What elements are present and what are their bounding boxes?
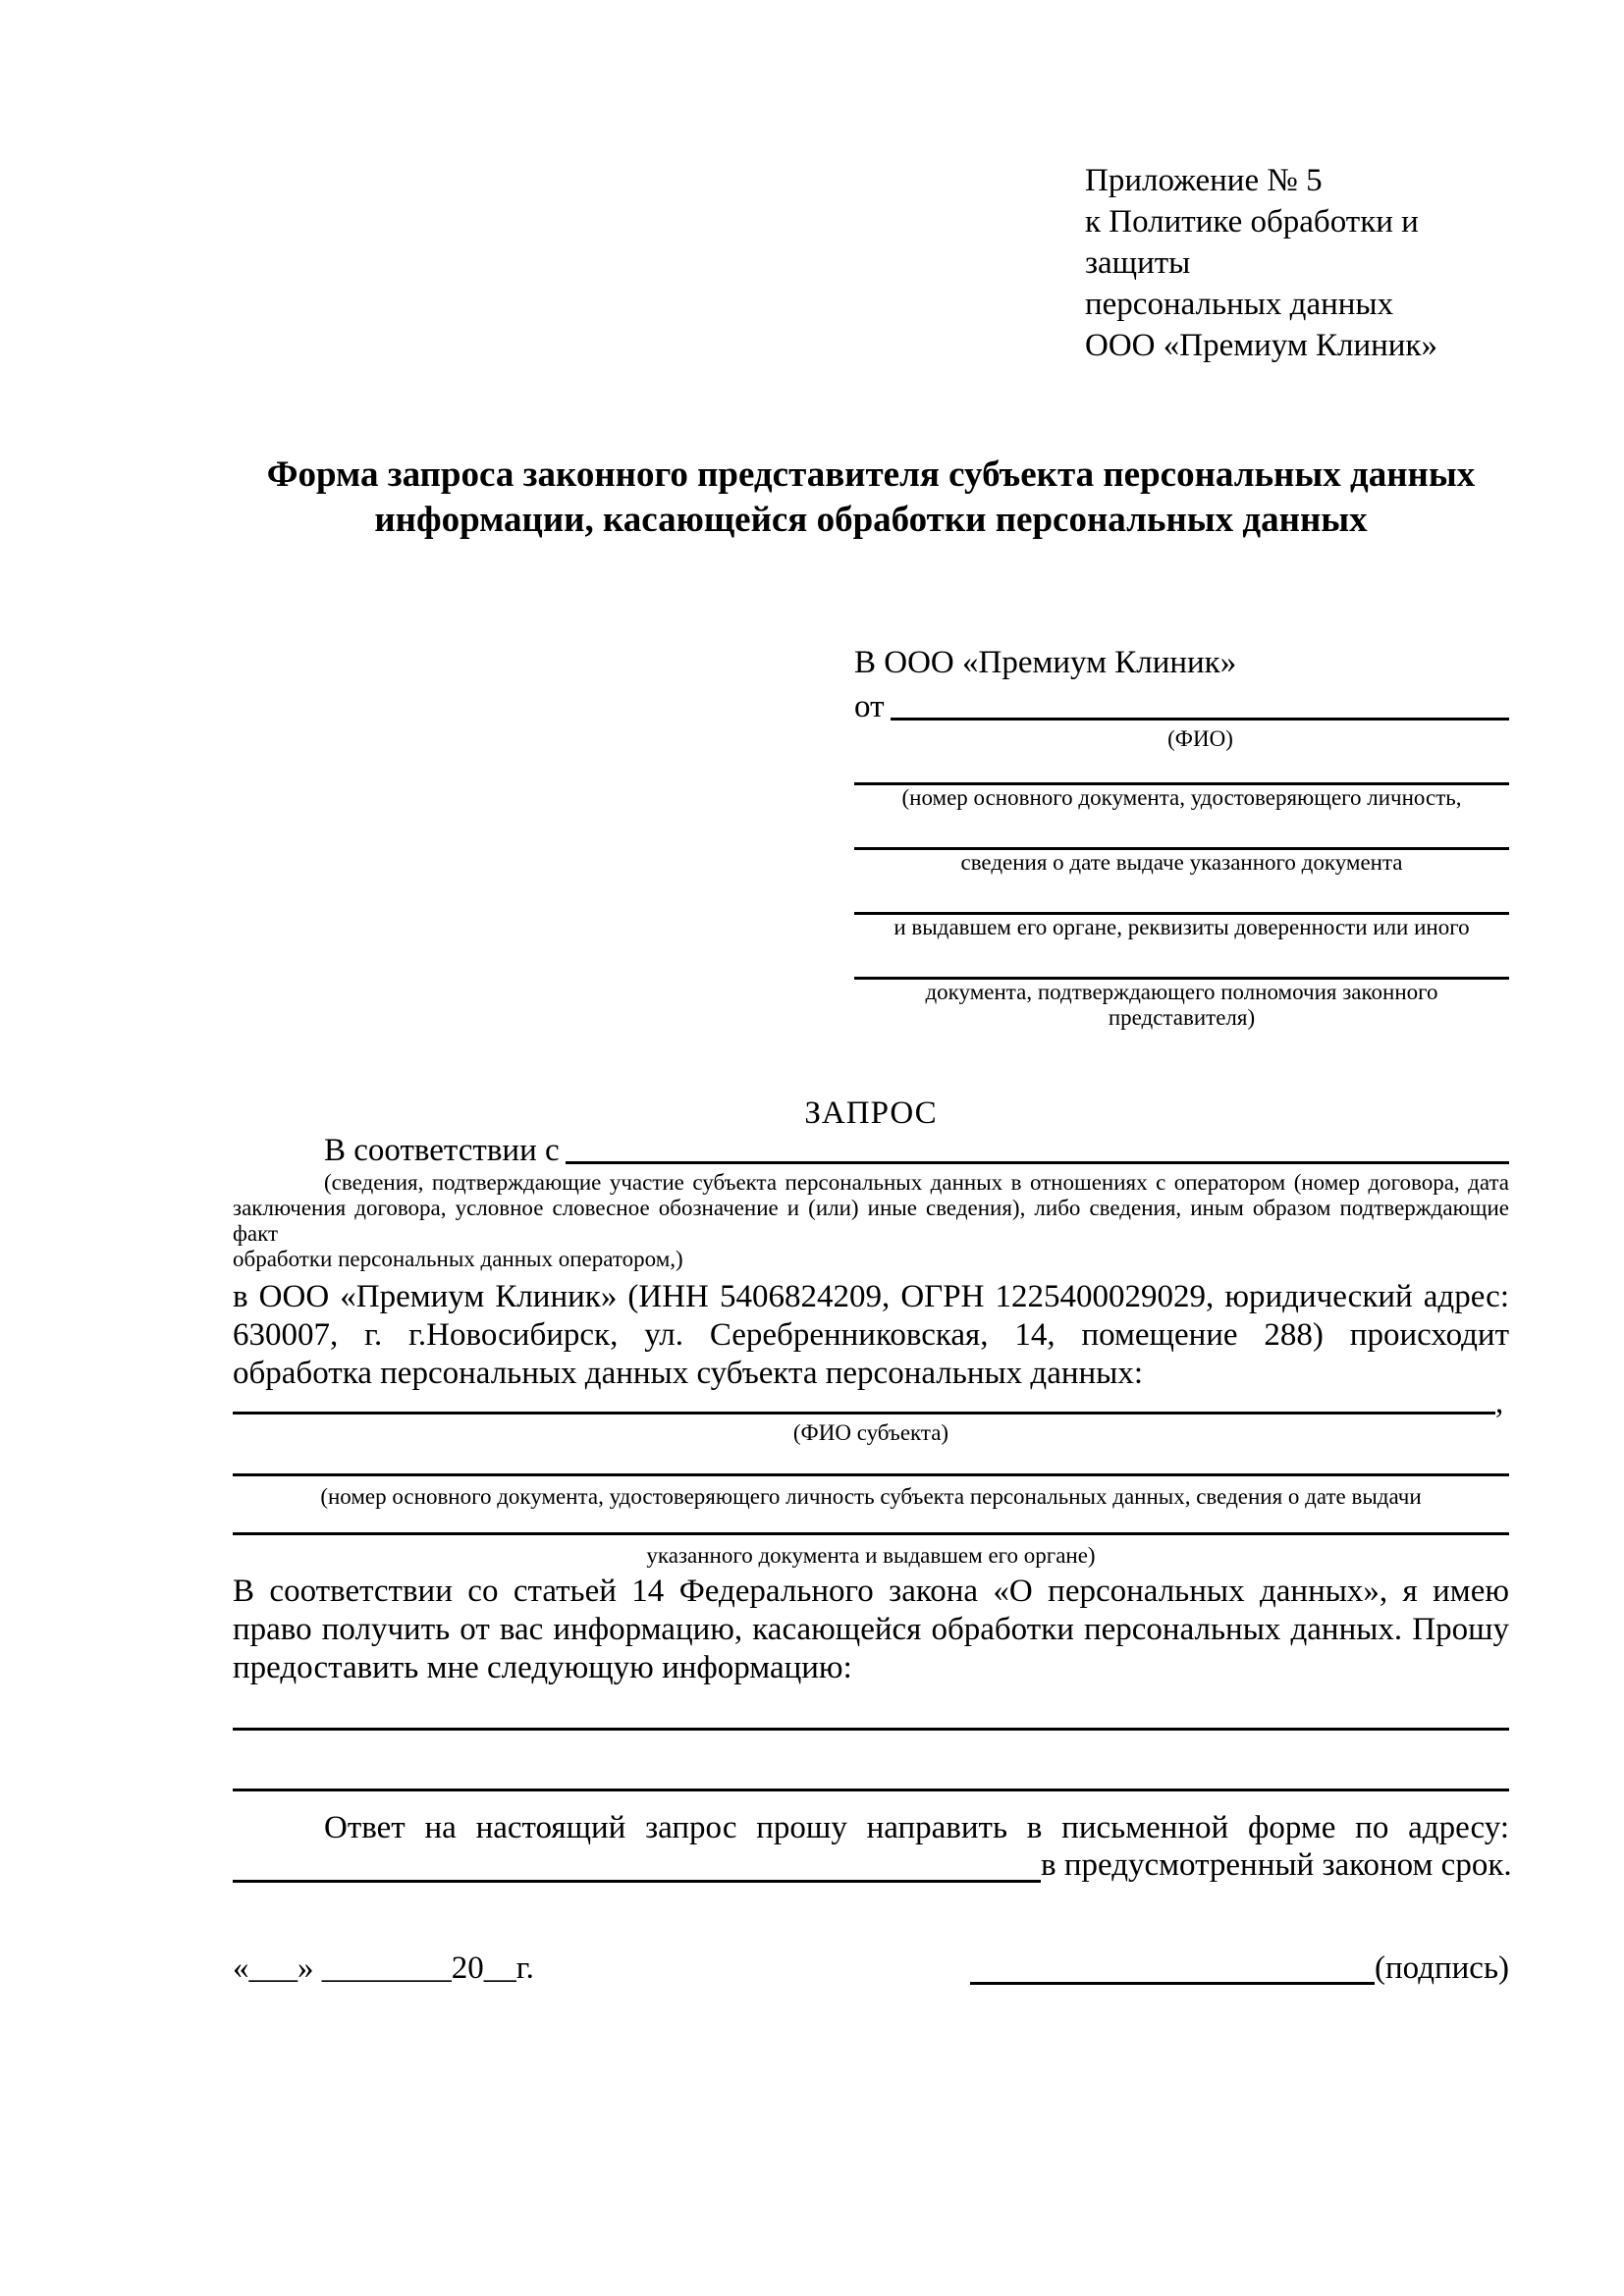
document-title xyxy=(233,453,1509,543)
reply-address-blank-field xyxy=(233,1850,1041,1883)
operator-paragraph-line: обработка персональных данных субъекта персональных данных: xyxy=(233,1356,1143,1391)
appendix-reference-block xyxy=(1085,160,1509,366)
document-number-blank-field xyxy=(854,752,1509,785)
basis-caption-line: (сведения, подтверждающие участие субъекта персональных данных в отношениях с оператором (номер договора, дата xyxy=(324,1170,1509,1195)
authority-document-caption: документа, подтверждающего полномочия законного представителя) xyxy=(925,980,1438,1030)
signature-blank-field xyxy=(970,1954,1375,1985)
signature-caption: (подпись) xyxy=(1375,1950,1509,1986)
policy-reference-line: персональных данных xyxy=(1085,287,1394,322)
law-paragraph-line: В соответствии со статьей 14 Федерального закона «О персональных данных», я имею xyxy=(233,1574,1509,1609)
addressee-block xyxy=(854,643,1509,1031)
subject-fio-blank-field xyxy=(233,1394,1495,1415)
basis-field-row xyxy=(233,1133,1509,1168)
law-paragraph xyxy=(233,1573,1509,1687)
organization-name: ООО «Премиум Клиник» xyxy=(1085,328,1437,363)
information-blank-field xyxy=(233,1728,1509,1731)
subject-document-blank-field xyxy=(233,1532,1509,1535)
basis-caption xyxy=(233,1170,1509,1272)
operator-paragraph xyxy=(233,1278,1509,1393)
operator-paragraph-line: в ООО «Премиум Клиник» (ИНН 5406824209, ОГРН 1225400029029, юридический адрес: xyxy=(233,1279,1509,1314)
issuing-authority-caption: и выдавшем его органе, реквизиты доверенности или иного xyxy=(893,915,1470,939)
date-signature-row xyxy=(233,1951,1509,1985)
from-label: от xyxy=(854,689,885,724)
document-title-line: Форма запроса законного представителя субъекта персональных данных xyxy=(266,454,1476,495)
signature-field xyxy=(970,1951,1509,1985)
subject-document-caption: указанного документа и выдавшем его органе) xyxy=(646,1543,1096,1568)
request-heading: ЗАПРОС xyxy=(804,1095,938,1131)
policy-reference-line: к Политике обработки и защиты xyxy=(1085,204,1419,281)
document-title-line: информации, касающейся обработки персональных данных xyxy=(374,500,1368,540)
date-blank-field: «___» ________20__г. xyxy=(233,1950,534,1986)
subject-fio-field-row xyxy=(233,1385,1509,1420)
basis-caption-line: заключения договора, условное словесное обозначение и (или) иные сведения), либо сведения, иным образом подтверждающие факт xyxy=(233,1196,1509,1246)
appendix-number: Приложение № 5 xyxy=(1085,163,1323,198)
basis-label: В соответствии с xyxy=(324,1133,560,1168)
law-paragraph-line: предоставить мне следующую информацию: xyxy=(233,1650,852,1685)
document-number-caption: (номер основного документа, удостоверяющего личность, xyxy=(901,785,1462,810)
information-blank-field xyxy=(233,1789,1509,1791)
authority-document-blank-field xyxy=(854,940,1509,980)
issuing-authority-blank-field xyxy=(854,876,1509,915)
law-paragraph-line: право получить от вас информацию, касающейся обработки персональных данных. Прошу xyxy=(233,1612,1509,1647)
issue-date-blank-field xyxy=(854,811,1509,850)
subject-fio-caption: (ФИО субъекта) xyxy=(792,1420,949,1445)
basis-blank-field xyxy=(566,1137,1509,1164)
reply-address-field-row xyxy=(233,1847,1512,1883)
reply-paragraph-tail: в предусмотренный законом срок. xyxy=(1041,1847,1512,1883)
subject-document-caption: (номер основного документа, удостоверяющего личность субъекта персональных данных, сведения о дате выдачи xyxy=(320,1484,1422,1509)
from-field-row xyxy=(854,689,1509,724)
operator-paragraph-line: 630007, г. г.Новосибирск, ул. Серебренниковская, 14, помещение 288) происходит xyxy=(233,1317,1509,1353)
issue-date-caption: сведения о дате выдаче указанного документа xyxy=(960,850,1403,875)
from-blank-field xyxy=(891,693,1510,721)
trailing-comma: , xyxy=(1495,1385,1504,1420)
reply-paragraph-line: Ответ на настоящий запрос прошу направить в письменной форме по адресу: xyxy=(324,1810,1509,1845)
basis-caption-line: обработки персональных данных оператором,) xyxy=(233,1247,683,1271)
addressee-organization: В ООО «Премиум Клиник» xyxy=(854,645,1237,680)
subject-document-blank-field xyxy=(233,1473,1509,1476)
fio-caption: (ФИО) xyxy=(1167,726,1233,751)
